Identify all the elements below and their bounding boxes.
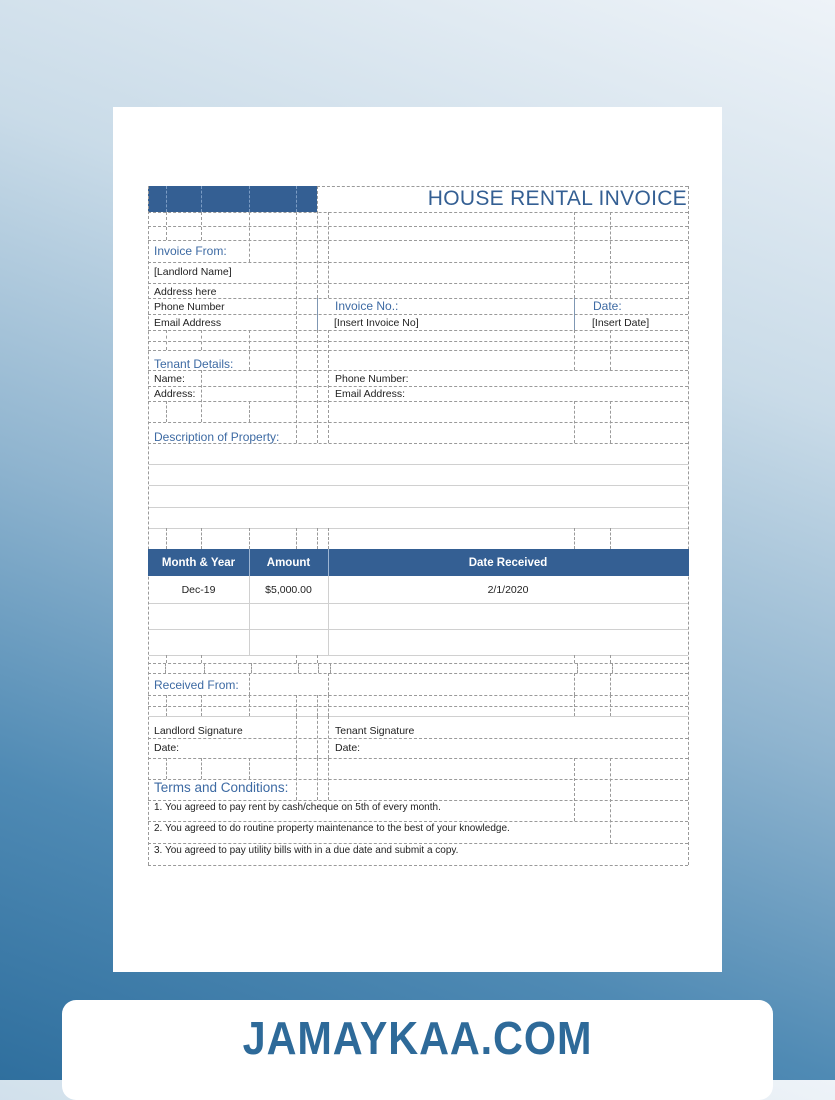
grid-line [574, 758, 575, 821]
landlord-email[interactable]: Email Address [154, 317, 222, 329]
grid-line [148, 865, 688, 866]
date-value[interactable]: [Insert Date] [592, 317, 650, 329]
grid-line [201, 655, 202, 663]
cell-month-year[interactable] [148, 629, 249, 655]
grid-line [148, 262, 688, 263]
grid-line [166, 212, 167, 240]
grid-line [296, 758, 297, 800]
cell-amount[interactable]: $5,000.00 [265, 583, 312, 596]
page-title: HOUSE RENTAL INVOICE [427, 187, 687, 210]
tenant-email-label: Email Address: [335, 388, 406, 400]
grid-line [610, 758, 611, 843]
grid-line [166, 695, 167, 716]
grid-line [328, 673, 329, 695]
grid-line [148, 226, 688, 227]
landlord-address[interactable]: Address here [154, 286, 217, 298]
grid-line [249, 186, 250, 212]
grid-line [610, 695, 611, 716]
grid-line [201, 212, 202, 240]
grid-line [249, 528, 250, 549]
landlord-signature-label: Landlord Signature [154, 725, 243, 737]
grid-line [148, 738, 688, 739]
grid-line [296, 695, 297, 716]
tenant-address-label: Address: [154, 388, 196, 400]
grid-line [148, 212, 688, 213]
grid-line [148, 401, 688, 402]
grid-line [149, 528, 688, 529]
grid-line [166, 655, 167, 663]
grid-line [165, 663, 166, 673]
grid-line [298, 663, 299, 673]
tenant-signature-date-label: Date: [335, 742, 361, 754]
grid-line [574, 212, 575, 298]
column-header-amount: Amount [266, 556, 311, 569]
watermark-text: JAMAYKAA.COM [242, 1012, 593, 1064]
tenant-name-label: Name: [154, 373, 185, 385]
grid-line [249, 401, 250, 422]
grid-line [148, 386, 688, 387]
grid-line [328, 695, 329, 716]
grid-line [166, 758, 167, 779]
terms-item: 3. You agreed to pay utility bills with in a due date and submit a copy. [154, 845, 459, 856]
tenant-details-heading: Tenant Details: [154, 357, 234, 371]
grid-line [148, 821, 688, 822]
cell-date-received[interactable]: 2/1/2020 [487, 583, 529, 596]
cell-amount[interactable] [249, 603, 328, 629]
grid-line [148, 330, 688, 331]
grid-line [148, 283, 688, 284]
column-header-date-received: Date Received [468, 556, 548, 569]
grid-line [317, 655, 318, 663]
grid-line [148, 706, 688, 707]
grid-line [328, 212, 329, 298]
column-header-month-year: Month & Year [161, 556, 236, 569]
grid-line [201, 370, 202, 422]
property-description-field[interactable] [149, 444, 688, 528]
property-description-heading: Description of Property: [154, 430, 280, 444]
grid-line [330, 663, 331, 673]
grid-line [148, 422, 688, 423]
grid-line [166, 330, 167, 350]
grid-line [328, 716, 329, 758]
grid-line [296, 528, 297, 549]
landlord-signature-date-label: Date: [154, 742, 180, 754]
grid-line [574, 655, 575, 663]
grid-line [201, 528, 202, 549]
grid-line [574, 695, 575, 716]
grid-line [249, 673, 250, 695]
grid-line [148, 663, 688, 664]
received-from-heading: Received From: [154, 678, 239, 692]
grid-line [166, 186, 167, 212]
terms-heading: Terms and Conditions: [154, 780, 289, 795]
grid-line [317, 186, 688, 187]
grid-line [249, 695, 250, 716]
grid-line [688, 186, 689, 865]
grid-line [148, 695, 688, 696]
invoice-from-heading: Invoice From: [154, 244, 227, 258]
grid-line [610, 673, 611, 695]
grid-line [296, 716, 297, 758]
grid-line [149, 716, 688, 717]
grid-line [317, 758, 318, 800]
grid-line [148, 673, 688, 674]
grid-line [296, 186, 297, 212]
cell-amount[interactable] [249, 629, 328, 655]
grid-line [166, 528, 167, 549]
terms-item: 1. You agreed to pay rent by cash/cheque on 5th of every month. [154, 802, 441, 813]
grid-line [149, 655, 688, 656]
grid-line [148, 314, 688, 315]
grid-line [204, 663, 205, 673]
grid-line [318, 663, 319, 673]
date-divider [574, 298, 575, 330]
grid-line [201, 186, 202, 212]
grid-line [249, 212, 250, 262]
cell-date-received[interactable] [328, 629, 688, 655]
grid-line [201, 695, 202, 716]
cell-month-year[interactable]: Dec-19 [181, 583, 216, 596]
grid-line [577, 663, 578, 673]
grid-line [148, 350, 688, 351]
grid-line [328, 330, 329, 443]
grid-line [328, 758, 329, 800]
grid-line [574, 401, 575, 443]
grid-line [296, 212, 297, 443]
grid-line [317, 528, 318, 549]
date-label: Date: [593, 299, 622, 313]
invoice-no-value[interactable]: [Insert Invoice No] [334, 317, 419, 329]
cell-month-year[interactable] [148, 603, 249, 629]
grid-line [610, 655, 611, 663]
landlord-phone[interactable]: Phone Number [154, 301, 225, 313]
grid-line [251, 663, 252, 673]
grid-line [574, 673, 575, 695]
header-color-block [148, 186, 317, 212]
grid-line [317, 330, 318, 443]
grid-line [317, 695, 318, 716]
grid-line [612, 663, 613, 673]
tenant-signature-label: Tenant Signature [335, 725, 415, 737]
grid-line [610, 330, 611, 370]
grid-line [201, 330, 202, 350]
tenant-phone-label: Phone Number: [335, 373, 409, 385]
grid-line [148, 240, 688, 241]
grid-line [610, 528, 611, 549]
grid-line [249, 330, 250, 370]
grid-line [166, 401, 167, 422]
grid-line [148, 758, 688, 759]
grid-line [148, 341, 688, 342]
grid-line [317, 186, 318, 298]
grid-line [249, 758, 250, 779]
grid-line [317, 716, 318, 758]
cell-date-received[interactable] [328, 603, 688, 629]
grid-line [296, 655, 297, 663]
terms-item: 2. You agreed to do routine property maintenance to the best of your knowledge. [154, 823, 510, 834]
grid-line [574, 330, 575, 370]
grid-line [201, 758, 202, 779]
grid-line [148, 843, 688, 844]
grid-line [610, 401, 611, 443]
grid-line [148, 800, 688, 801]
invoice-no-divider [317, 298, 318, 330]
grid-line [328, 528, 329, 549]
grid-line [574, 528, 575, 549]
grid-line [610, 212, 611, 298]
invoice-no-label: Invoice No.: [335, 299, 399, 313]
landlord-name[interactable]: [Landlord Name] [154, 266, 232, 278]
